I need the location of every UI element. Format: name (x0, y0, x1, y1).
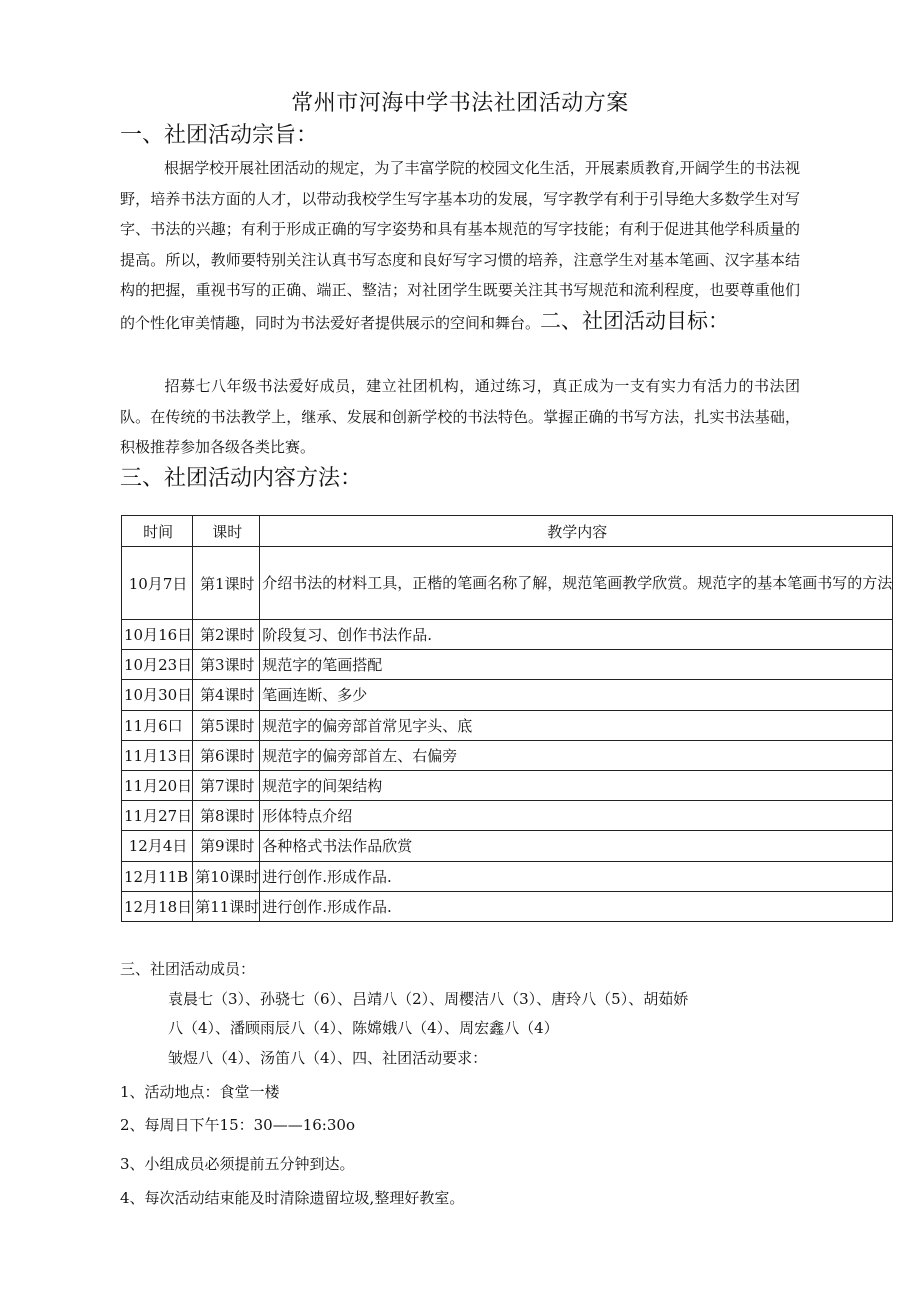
table-cell-date: 10月30日 (122, 680, 193, 710)
table-cell-content: 笔画连断、多少 (260, 680, 893, 710)
table-cell-date: 12月18日 (122, 891, 193, 921)
requirement-item: 4、每次活动结束能及时清除遗留垃圾,整理好教室。 (120, 1189, 465, 1207)
schedule-table (121, 515, 893, 922)
table-cell-period: 第7课时 (193, 770, 260, 800)
section-heading-content: 三、社团活动内容方法： (120, 466, 363, 491)
requirement-item: 1、活动地点：食堂一楼 (120, 1083, 280, 1101)
document-title: 常州市河海中学书法社团活动方案 (291, 91, 629, 116)
table-cell-date: 10月7日 (122, 547, 193, 620)
table-cell-content: 进行创作.形成作品. (260, 861, 893, 891)
table-cell-date: 11月27日 (122, 801, 193, 831)
table-cell-period: 第2课时 (193, 620, 260, 650)
members-line-3: 皱煜八（4）、汤笛八（4）、四、社团活动要求： (168, 1049, 488, 1067)
table-cell-date: 10月16日 (122, 620, 193, 650)
section-heading-purpose: 一、社团活动宗旨： (120, 123, 319, 148)
table-cell-date: 11月13日 (122, 740, 193, 770)
table-cell-period: 第1课时 (193, 547, 260, 620)
table-cell-date: 11月6口 (122, 710, 193, 740)
table-row (122, 680, 893, 710)
table-cell-content: 形体特点介绍 (260, 801, 893, 831)
table-row (122, 650, 893, 680)
table-cell-content: 介绍书法的材料工具，正楷的笔画名称了解，规范笔画教学欣赏。规范字的基本笔画书写的方法 (260, 547, 893, 620)
table-cell-period: 第5课时 (193, 710, 260, 740)
table-cell-date: 10月23日 (122, 650, 193, 680)
table-cell-period: 第3课时 (193, 650, 260, 680)
requirement-item: 2、每周日下午15：30——16:30o (120, 1116, 355, 1134)
table-row (122, 831, 893, 861)
table-cell-period: 第8课时 (193, 801, 260, 831)
table-row (122, 770, 893, 800)
table-cell-period: 第10课时 (193, 861, 260, 891)
table-cell-content: 规范字的偏旁部首左、右偏旁 (260, 740, 893, 770)
table-row (122, 861, 893, 891)
paragraph-goals-text: 招募七八年级书法爱好成员，建立社团机构，通过练习，真正成为一支有实力有活力的书法团队。在传统的书法教学上，继承、发展和创新学校的书法特色。掌握正确的书写方法，扎实书法基础，积极推荐参加各级各类比赛。 (120, 377, 800, 457)
section-heading-members: 三、社团活动成员： (120, 960, 256, 978)
table-cell-period: 第4课时 (193, 680, 260, 710)
paragraph-goals (120, 371, 800, 463)
members-line-1: 袁晨七（3）、孙骁七（6）、吕靖八（2）、周樱洁八（3）、唐玲八（5）、胡茹娇 (168, 990, 689, 1008)
table-cell-content: 规范字的偏旁部首常见字头、底 (260, 710, 893, 740)
table-cell-date: 11月20日 (122, 770, 193, 800)
table-cell-date: 12月4日 (122, 831, 193, 861)
table-cell-content: 规范字的间架结构 (260, 770, 893, 800)
table-row (122, 740, 893, 770)
table-row (122, 620, 893, 650)
table-row (122, 891, 893, 921)
table-cell-content: 规范字的笔画搭配 (260, 650, 893, 680)
table-cell-content: 阶段复习、创作书法作品. (260, 620, 893, 650)
table-row (122, 710, 893, 740)
requirement-item: 3、小组成员必须提前五分钟到达。 (120, 1155, 355, 1173)
table-cell-content: 进行创作.形成作品. (260, 891, 893, 921)
paragraph-purpose (120, 153, 800, 339)
table-cell-date: 12月11B (122, 861, 193, 891)
members-line-2: 八（4）、潘顾雨辰八（4）、陈嫦娥八（4）、周宏鑫八（4） (168, 1019, 559, 1037)
table-header-cell: 时间 (122, 516, 193, 547)
table-row (122, 801, 893, 831)
table-header-cell: 教学内容 (260, 516, 893, 547)
table-cell-content: 各种格式书法作品欣赏 (260, 831, 893, 861)
paragraph-purpose-text: 根据学校开展社团活动的规定，为了丰富学院的校园文化生活，开展素质教育,开阔学生的书法视野，培养书法方面的人才，以带动我校学生写字基本功的发展，写字教学有利于引导绝大多数学生对写字、书法的兴趣；有利于形成正确的写字姿势和具有基本规范的写字技能；有利于促进其他学科质量的提高。所以，教师要特别关注认真书写态度和良好写字习惯的培养，注意学生对基本笔画、汉字基本结构的把握，重视书写的正确、端正、整洁；对社团学生既要关注其书写规范和流利程度，也要尊重他们的个性化审美情趣，同时为书法爱好者提供展示的空间和舞台。 (120, 159, 800, 332)
table-cell-period: 第9课时 (193, 831, 260, 861)
table-cell-period: 第11课时 (193, 891, 260, 921)
table-row (122, 547, 893, 620)
table-header-row (122, 516, 893, 547)
section-heading-goals: 二、社团活动目标： (540, 308, 730, 333)
table-cell-period: 第6课时 (193, 740, 260, 770)
table-header-cell: 课时 (193, 516, 260, 547)
